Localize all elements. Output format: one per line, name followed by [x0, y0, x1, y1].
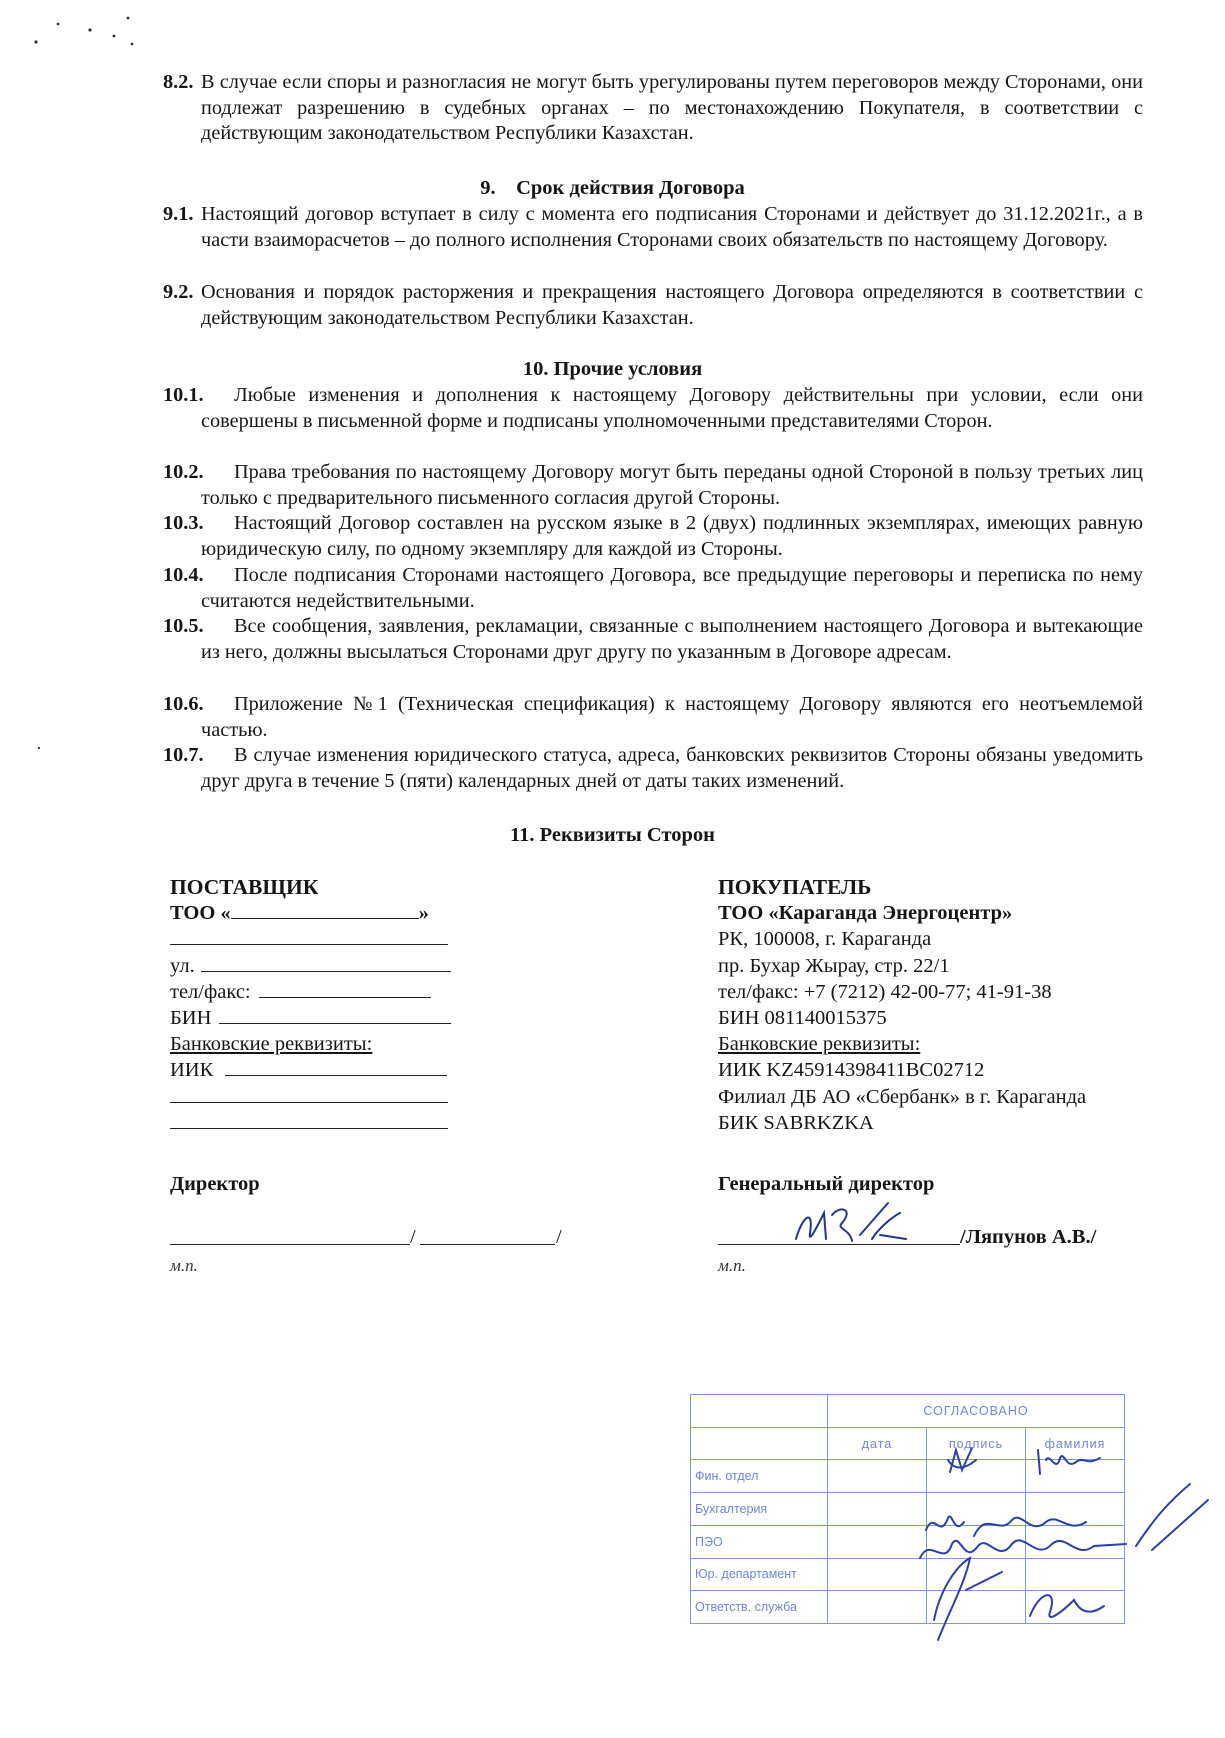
approval-row-label: ПЭО [691, 1525, 828, 1558]
buyer-address-1: РК, 100008, г. Караганда [718, 928, 932, 951]
buyer-bik: БИК SABRKZKA [718, 1111, 874, 1134]
supplier-phone-label: тел/факс: [170, 980, 251, 1003]
supplier-street-row [170, 953, 470, 979]
clause-text: Настоящий Договор составлен на русском языке в 2 (двух) подлинных экземплярах, имеющих равную юридическую силу, по одному экземпляру для каждой из Стороны. [201, 512, 1143, 560]
clause-text: После подписания Сторонами настоящего Договора, все предыдущие переговоры и переписка по нему считаются недействительными. [201, 564, 1143, 612]
supplier-signature-separator-1: / [410, 1226, 416, 1248]
supplier-bin-label: БИН [170, 1006, 212, 1029]
supplier-bank-blank-2[interactable] [170, 1110, 448, 1129]
supplier-bank-blank-1[interactable] [170, 1084, 448, 1103]
supplier-heading: ПОСТАВЩИК [170, 875, 319, 899]
buyer-details [718, 874, 1138, 1136]
supplier-phone-blank[interactable] [259, 979, 431, 998]
clause-8-2 [163, 70, 1143, 147]
supplier-org-prefix: ТОО « [170, 902, 231, 925]
clause-10-1 [163, 383, 1143, 434]
buyer-role: Генеральный директор [718, 1173, 935, 1195]
supplier-phone-row [170, 979, 470, 1005]
scan-artifact [32, 14, 142, 54]
approval-row-label: Юр. департамент [691, 1558, 828, 1591]
buyer-heading: ПОКУПАТЕЛЬ [718, 875, 872, 899]
clause-10-5 [163, 614, 1143, 665]
clause-text: Любые изменения и дополнения к настоящему Договору действительны при условии, если они совершены в письменной форме и подписаны уполномоченными представителями Сторон. [201, 384, 1143, 432]
supplier-details [170, 874, 470, 1136]
buyer-org: ТОО «Караганда Энергоцентр» [718, 902, 1013, 925]
supplier-signature-line[interactable] [170, 1244, 410, 1245]
supplier-street-label: ул. [170, 954, 195, 977]
clause-10-3 [163, 511, 1143, 562]
supplier-street-blank[interactable] [201, 953, 451, 972]
supplier-name-line[interactable] [420, 1244, 555, 1245]
supplier-bin-row [170, 1005, 470, 1031]
buyer-phone: тел/факс: +7 (7212) 42-00-77; 41-91-38 [718, 980, 1052, 1003]
supplier-role: Директор [170, 1173, 260, 1195]
clause-text: Основания и порядок расторжения и прекращения настоящего Договора определяются в соответствии с действующим законодательством Республики Казахстан. [201, 281, 1143, 329]
supplier-org-suffix: » [418, 902, 429, 925]
supplier-iik-row [170, 1057, 470, 1083]
supplier-org [170, 900, 470, 926]
clause-text: В случае изменения юридического статуса, адреса, банковских реквизитов Стороны обязаны уведомить друг друга в течение 5 (пяти) календарных дней от даты таких изменений. [201, 744, 1143, 792]
clause-number: 10.6. [163, 693, 204, 715]
clause-number: 8.2. [163, 71, 194, 93]
section-11-title: 11. Реквизиты Сторон [510, 824, 715, 846]
supplier-bin-blank[interactable] [219, 1005, 451, 1024]
supplier-signature-separator-2: / [556, 1226, 562, 1248]
approval-title: СОГЛАСОВАНО [828, 1395, 1125, 1428]
supplier-seal-place: м.п. [170, 1256, 198, 1275]
supplier-iik-label: ИИК [170, 1059, 214, 1082]
section-10-title: 10. Прочие условия [522, 358, 703, 380]
supplier-bank-line-1 [170, 1084, 470, 1110]
supplier-bank-label: Банковские реквизиты: [170, 1033, 373, 1056]
buyer-bank: Филиал ДБ АО «Сбербанк» в г. Караганда [718, 1085, 1087, 1108]
clause-text: В случае если споры и разногласия не могут быть урегулированы путем переговоров между Сторонами, они подлежат разрешению в судебных органах – по местонахождению Покупателя, в соответствии с действующим законодательством Республики Казахстан. [201, 71, 1143, 144]
clause-text: Настоящий договор вступает в силу с момента его подписания Сторонами и действует до 31.12.2021г., а в части взаиморасчетов – до полного исполнения Сторонами своих обязательств по настоящему Договору. [201, 203, 1143, 251]
clause-text: Все сообщения, заявления, рекламации, связанные с выполнением настоящего Договора и вытекающие из него, должны высылаться Сторонами друг другу по указанным в Договоре адресам. [201, 615, 1143, 663]
clause-text: Права требования по настоящему Договору могут быть переданы одной Стороной в пользу третьих лиц только с предварительного письменного согласия другой Стороны. [201, 461, 1143, 509]
supplier-name-blank[interactable] [170, 926, 448, 945]
clause-number: 9.1. [163, 203, 194, 225]
supplier-blank-line [170, 926, 470, 952]
buyer-signer: /Ляпунов А.В./ [960, 1226, 1097, 1248]
section-9-title: 9. Срок действия Договора [480, 177, 745, 199]
approval-row-label: Фин. отдел [691, 1460, 828, 1493]
clause-9-1 [163, 202, 1143, 253]
clause-number: 10.5. [163, 615, 204, 637]
clause-number: 10.1. [163, 384, 204, 406]
clause-10-7 [163, 743, 1143, 794]
clause-10-2 [163, 460, 1143, 511]
clause-number: 10.7. [163, 744, 204, 766]
clause-10-6 [163, 692, 1143, 743]
col-signature: подпись [927, 1427, 1026, 1460]
supplier-org-blank[interactable] [231, 900, 419, 919]
supplier-bank-line-2 [170, 1110, 470, 1136]
scan-speck [36, 745, 42, 751]
buyer-address-2: пр. Бухар Жырау, стр. 22/1 [718, 954, 950, 977]
clause-10-4 [163, 563, 1143, 614]
clause-number: 9.2. [163, 281, 194, 303]
buyer-seal-place: м.п. [718, 1256, 746, 1275]
buyer-iik: ИИК KZ45914398411BC02712 [718, 1059, 985, 1082]
clause-number: 10.3. [163, 512, 204, 534]
approval-row-label: Бухгалтерия [691, 1493, 828, 1526]
buyer-handwritten-signature [780, 1195, 960, 1265]
clause-9-2 [163, 280, 1143, 331]
approval-row-label: Ответств. служба [691, 1591, 828, 1624]
col-surname: фамилия [1026, 1427, 1125, 1460]
buyer-bin: БИН 081140015375 [718, 1006, 887, 1029]
buyer-bank-label: Банковские реквизиты: [718, 1033, 921, 1056]
clause-number: 10.2. [163, 461, 204, 483]
col-date: дата [828, 1427, 927, 1460]
approval-handwritten-signatures [890, 1440, 1220, 1670]
supplier-iik-blank[interactable] [225, 1057, 447, 1076]
clause-text: Приложение №1 (Техническая спецификация) к настоящему Договору являются его неотъемлемой частью. [201, 693, 1143, 741]
clause-number: 10.4. [163, 564, 204, 586]
